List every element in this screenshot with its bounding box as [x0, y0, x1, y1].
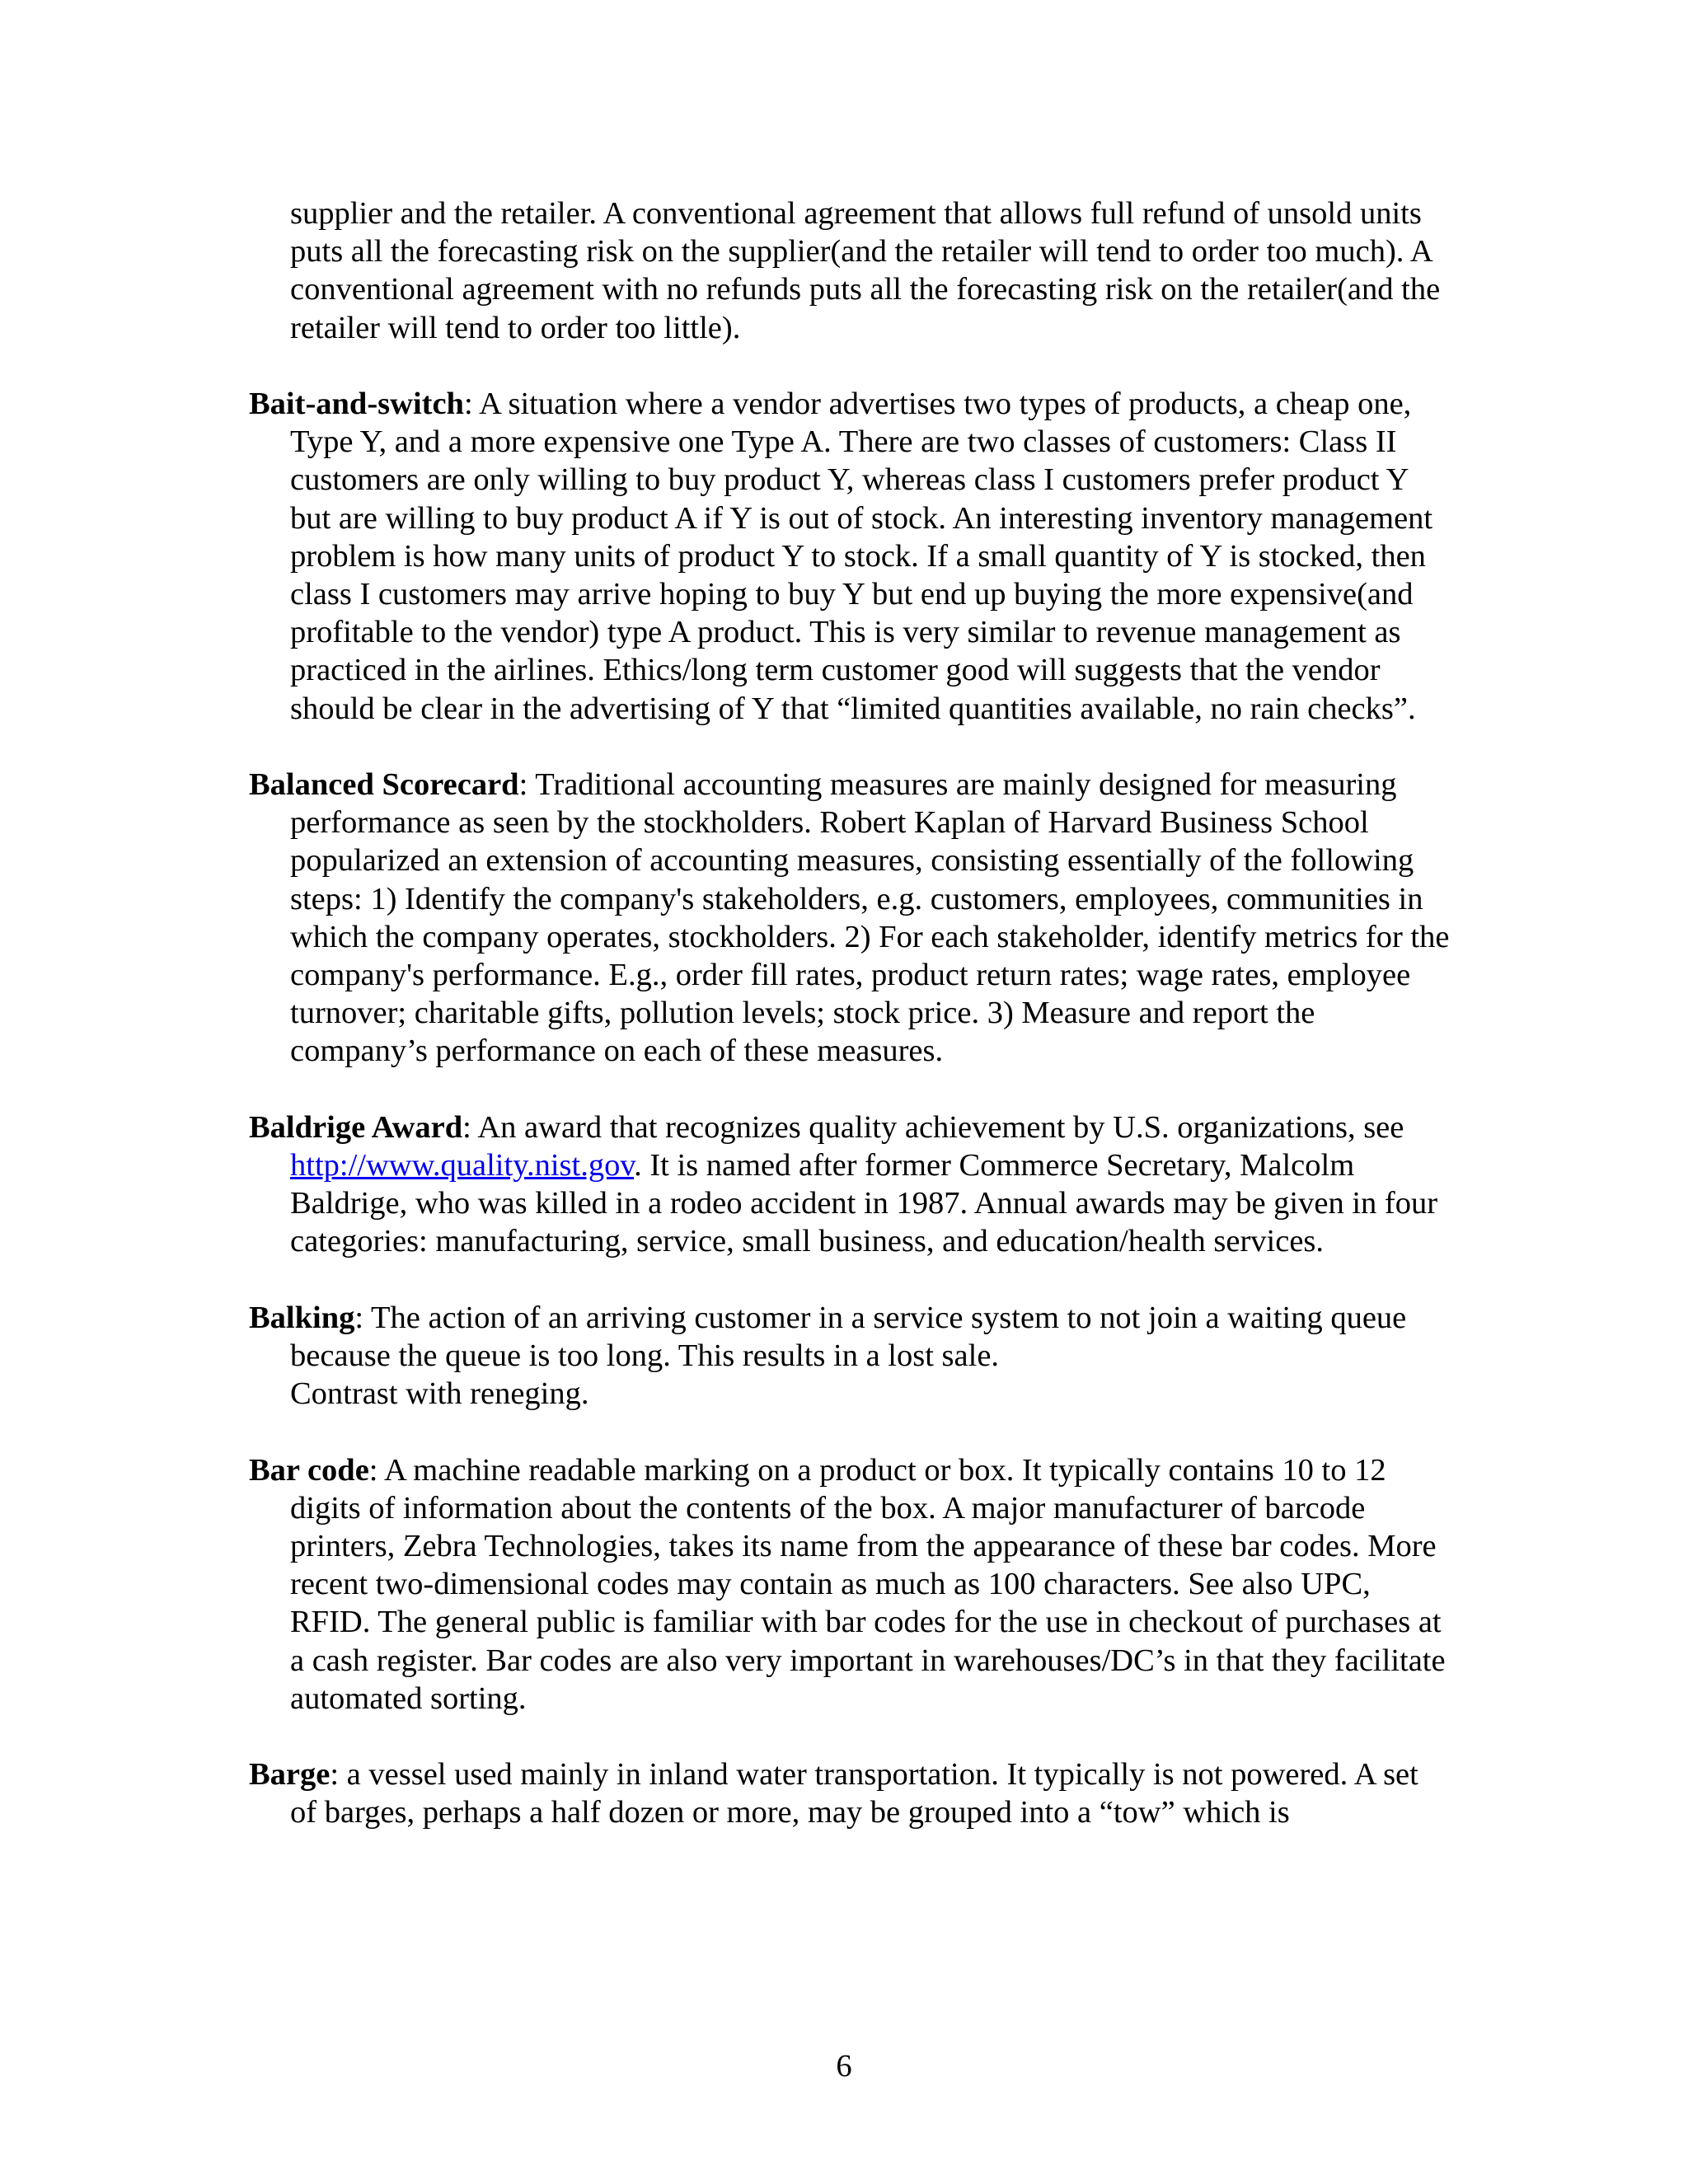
glossary-entry-balanced-scorecard [249, 766, 1452, 1071]
entry-definition: : A situation where a vendor advertises two types of products, a cheap one, Type Y, and a more expensive one Type A. There are two classes of customers: Class II customers are only willing to buy product Y, whereas class I customers prefer product Y but are willing to buy product A if Y is out of stock. An interesting inventory management problem is how many units of product Y to stock. If a small quantity of Y is stocked, then class I customers may arrive hoping to buy Y but end up buying the more expensive(and profitable to the vendor) type A product. This is very similar to revenue management as practiced in the airlines. Ethics/long term customer good will suggests that the vendor should be clear in the advertising of Y that “limited quantities available, no rain checks”. [290, 387, 1433, 726]
entry-term: Balking [249, 1300, 355, 1335]
continuation-paragraph [249, 194, 1452, 347]
entry-term: Balanced Scorecard [249, 767, 519, 803]
entry-term: Bait-and-switch [249, 387, 464, 421]
nist-link[interactable]: http://www.quality.nist.gov [290, 1148, 635, 1183]
continuation-text: supplier and the retailer. A conventional agreement that allows full refund of unsold units puts all the forecasting risk on the supplier(and the retailer will tend to order too much). A conventional agreement with no refunds puts all the forecasting risk on the retailer(and the retailer will tend to order too little). [290, 196, 1441, 345]
entry-definition-continued: . It is named after former Commerce Secretary, Malcolm Baldrige, who was killed in a rodeo accident in 1987. Annual awards may be given in four categories: manufacturing, service, small business, and education/health services. [290, 1148, 1438, 1259]
glossary-entry-balking [249, 1299, 1452, 1413]
glossary-entry-bar-code [249, 1451, 1452, 1718]
entry-definition: : The action of an arriving customer in a service system to not join a waiting queue because the queue is too long. This results in a lost sale. [290, 1300, 1407, 1374]
entry-definition: : An award that recognizes quality achievement by U.S. organizations, see [462, 1109, 1404, 1145]
entry-extra-line: Contrast with reneging. [290, 1376, 589, 1412]
page-number: 6 [836, 2049, 852, 2083]
glossary-entry-bait-and-switch [249, 385, 1452, 728]
entry-definition: : a vessel used mainly in inland water transportation. It typically is not powered. A set of barges, perhaps a half dozen or more, may be grouped into a “tow” which is [290, 1757, 1418, 1830]
glossary-content [249, 194, 1452, 1870]
entry-definition: : Traditional accounting measures are mainly designed for measuring performance as seen by the stockholders. Robert Kaplan of Harvard Business School popularized an extension of accounting measures, consisting essentially of the following steps: 1) Identify the company's stakeholders, e.g. customers, employees, communities in which the company operates, stockholders. 2) For each stakeholder, identify metrics for the company's performance. E.g., order fill rates, product return rates; wage rates, employee turnover; charitable gifts, pollution levels; stock price. 3) Measure and report the company’s performance on each of these measures. [290, 767, 1450, 1069]
entry-term: Barge [249, 1757, 331, 1793]
glossary-entry-baldrige-award [249, 1108, 1452, 1261]
glossary-entry-barge [249, 1755, 1452, 1831]
entry-term: Baldrige Award [249, 1109, 463, 1145]
entry-term: Bar code [249, 1452, 369, 1488]
entry-definition: : A machine readable marking on a product or box. It typically contains 10 to 12 digits of information about the contents of the box. A major manufacturer of barcode printers, Zebra Technologies, takes its name from the appearance of these bar codes. More recent two-dimensional codes may contain as much as 100 characters. See also UPC, RFID. The general public is familiar with bar codes for the use in checkout of purchases at a cash register. Bar codes are also very important in warehouses/DC’s in that they facilitate automated sorting. [290, 1452, 1446, 1716]
